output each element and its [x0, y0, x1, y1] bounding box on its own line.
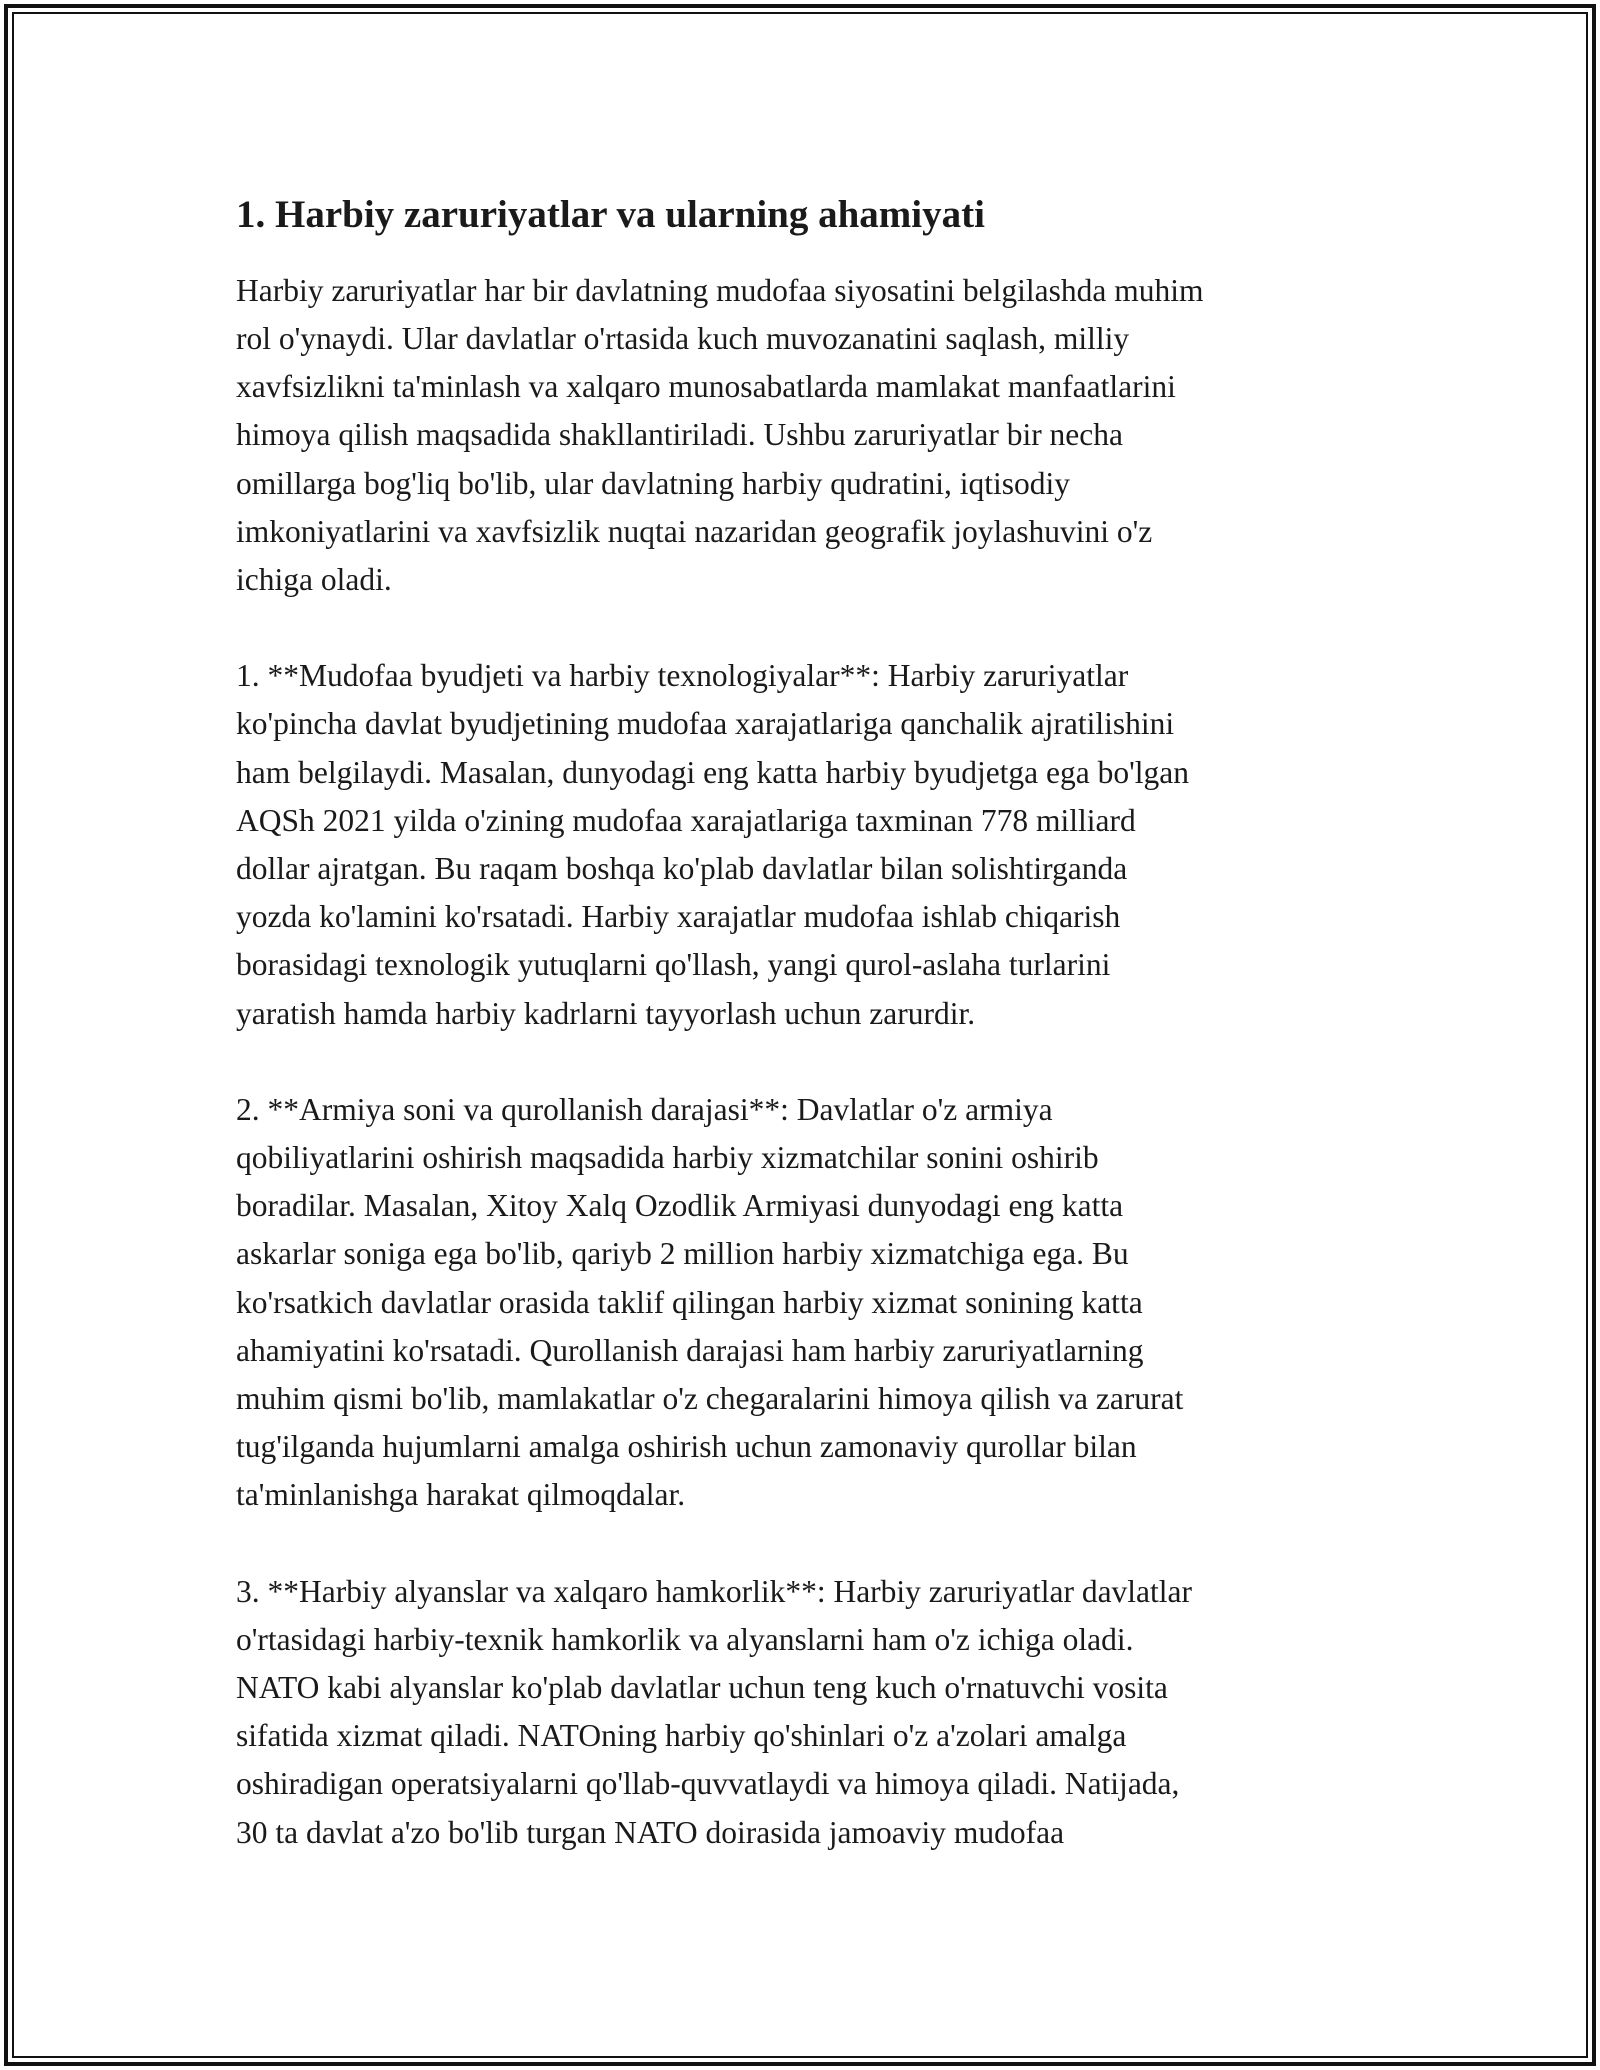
paragraph-line: rol o'ynaydi. Ular davlatlar o'rtasida kuch muvozanatini saqlash, milliy	[236, 321, 1130, 356]
paragraph-line: ta'minlanishga harakat qilmoqdalar.	[236, 1477, 686, 1513]
budget-paragraph	[236, 652, 1366, 1038]
paragraph-line: ahamiyatini ko'rsatadi. Qurollanish darajasi ham harbiy zaruriyatlarning	[236, 1332, 1144, 1368]
paragraph-line: omillarga bog'liq bo'lib, ular davlatning harbiy qudratini, iqtisodiy	[236, 465, 1071, 501]
paragraph-line: yozda ko'lamini ko'rsatadi. Harbiy xarajatlar mudofaa ishlab chiqarish	[236, 899, 1121, 935]
paragraph-line: boradilar. Masalan, Xitoy Xalq Ozodlik Armiyasi dunyodagi eng katta	[236, 1188, 1124, 1224]
paragraph-line: o'rtasidagi harbiy-texnik hamkorlik va alyanslarni ham o'z ichiga oladi.	[236, 1621, 1134, 1657]
paragraph-line: yaratish hamda harbiy kadrlarni tayyorlash uchun zarurdir.	[236, 995, 976, 1031]
paragraph-line: sifatida xizmat qiladi. NATOning harbiy qo'shinlari o'z a'zolari amalga	[236, 1718, 1127, 1754]
paragraph-line: ko'pincha davlat byudjetining mudofaa xarajatlariga qanchalik ajratilishini	[236, 706, 1175, 742]
paragraph-line: imkoniyatlarini va xavfsizlik nuqtai nazaridan geografik joylashuvini o'z	[236, 513, 1153, 549]
paragraph-line: oshiradigan operatsiyalarni qo'llab-quvvatlaydi va himoya qiladi. Natijada,	[236, 1766, 1180, 1802]
document-body	[236, 180, 1366, 1905]
paragraph-line: Harbiy zaruriyatlar har bir davlatning mudofaa siyosatini belgilashda muhim	[236, 272, 1204, 308]
paragraph-line: borasidagi texnologik yutuqlarni qo'llash, yangi qurol-aslaha turlarini	[236, 947, 1111, 983]
paragraph-line: dollar ajratgan. Bu raqam boshqa ko'plab davlatlar bilan solishtirganda	[236, 851, 1128, 887]
intro-paragraph	[236, 267, 1366, 604]
paragraph-line: AQSh 2021 yilda o'zining mudofaa xarajatlariga taxminan 778 milliard	[236, 802, 1136, 838]
paragraph-line: 2. **Armiya soni va qurollanish darajasi**: Davlatlar o'z armiya	[236, 1091, 1053, 1127]
alliances-paragraph	[236, 1568, 1366, 1857]
paragraph-line: 3. **Harbiy alyanslar va xalqaro hamkorlik**: Harbiy zaruriyatlar davlatlar	[236, 1573, 1193, 1609]
paragraph-line: 1. **Mudofaa byudjeti va harbiy texnologiyalar**: Harbiy zaruriyatlar	[236, 658, 1129, 694]
paragraph-line: 30 ta davlat a'zo bo'lib turgan NATO doirasida jamoaviy mudofaa	[236, 1814, 1065, 1850]
section-heading: 1. Harbiy zaruriyatlar va ularning ahamiyati	[236, 193, 985, 236]
paragraph-line: ichiga oladi.	[236, 562, 392, 598]
paragraph-line: ko'rsatkich davlatlar orasida taklif qilingan harbiy xizmat sonining katta	[236, 1284, 1143, 1320]
paragraph-line: qobiliyatlarini oshirish maqsadida harbiy xizmatchilar sonini oshirib	[236, 1140, 1099, 1176]
paragraph-line: xavfsizlikni ta'minlash va xalqaro munosabatlarda mamlakat manfaatlarini	[236, 369, 1176, 405]
paragraph-line: NATO kabi alyanslar ko'plab davlatlar uchun teng kuch o'rnatuvchi vosita	[236, 1670, 1168, 1706]
paragraph-line: tug'ilganda hujumlarni amalga oshirish uchun zamonaviy qurollar bilan	[236, 1429, 1137, 1465]
paragraph-line: askarlar soniga ega bo'lib, qariyb 2 million harbiy xizmatchiga ega. Bu	[236, 1236, 1129, 1272]
paragraph-line: ham belgilaydi. Masalan, dunyodagi eng katta harbiy byudjetga ega bo'lgan	[236, 754, 1190, 790]
paragraph-line: muhim qismi bo'lib, mamlakatlar o'z chegaralarini himoya qilish va zarurat	[236, 1381, 1184, 1417]
army-paragraph	[236, 1086, 1366, 1520]
paragraph-line: himoya qilish maqsadida shakllantiriladi. Ushbu zaruriyatlar bir necha	[236, 417, 1123, 453]
